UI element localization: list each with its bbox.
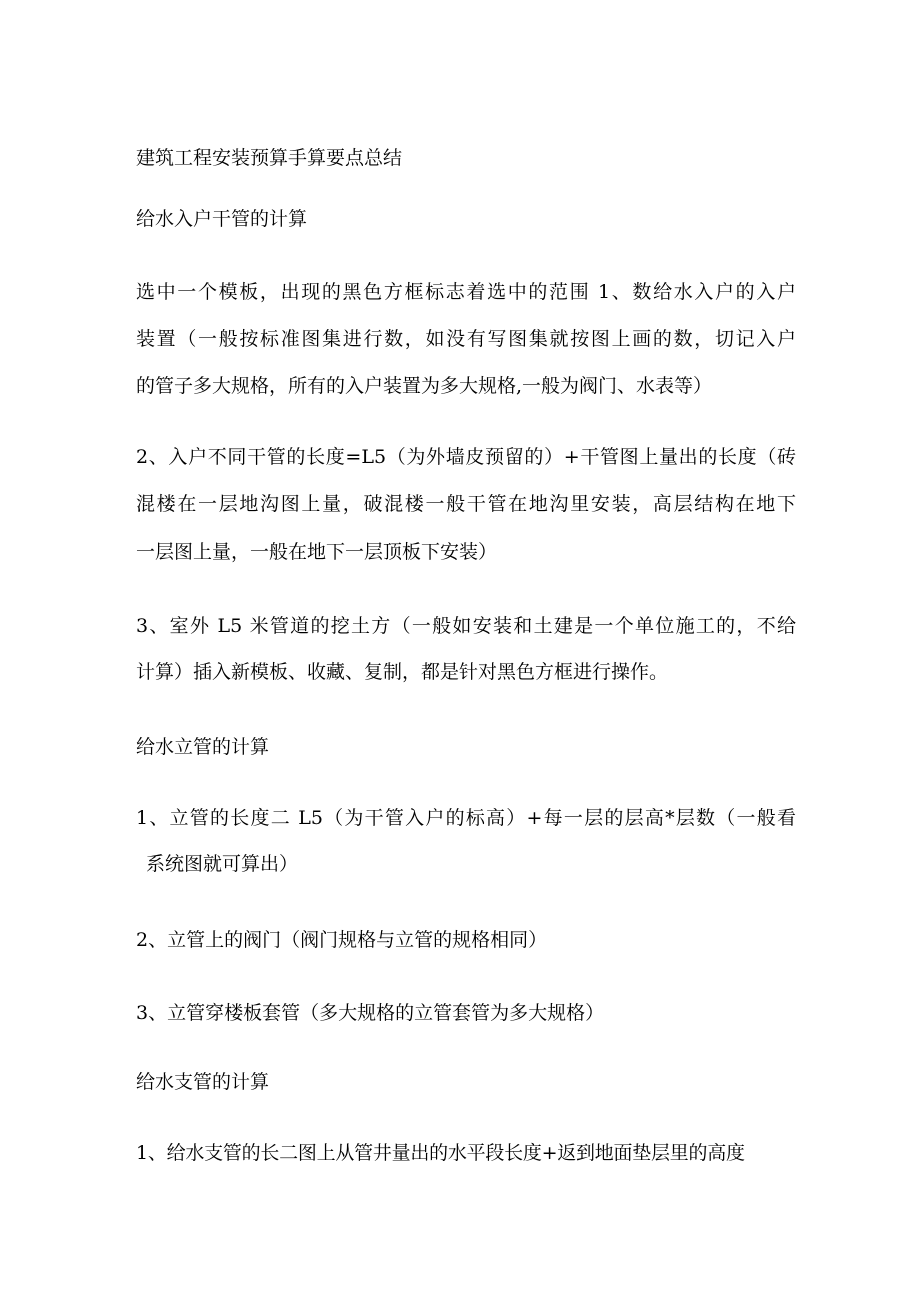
paragraph-line: 1、立管的长度二 L5（为干管入户的标高）+每一层的层高*层数（一般看 — [136, 807, 796, 829]
paragraph-line: 3、室外 L5 米管道的挖土方（一般如安装和土建是一个单位施工的，不给 — [136, 615, 796, 637]
paragraph-line: 系统图就可算出） — [146, 853, 299, 875]
section-heading: 给水立管的计算 — [136, 736, 270, 758]
paragraph-line: 1、给水支管的长二图上从管井量出的水平段长度+返到地面垫层里的高度 — [136, 1142, 745, 1164]
paragraph-line: 混楼在一层地沟图上量，破混楼一般干管在地沟里安装，高层结构在地下 — [136, 493, 796, 515]
paragraph-line: 2、立管上的阀门（阀门规格与立管的规格相同） — [136, 929, 548, 951]
paragraph-line: 的管子多大规格，所有的入户装置为多大规格,一般为阀门、水表等） — [136, 375, 713, 397]
section-heading: 给水支管的计算 — [136, 1071, 270, 1093]
paragraph-line: 计算）插入新模板、收藏、复制，都是针对黑色方框进行操作。 — [136, 661, 669, 683]
document-title: 建筑工程安装预算手算要点总结 — [136, 147, 403, 169]
paragraph-line: 选中一个模板，出现的黑色方框标志着选中的范围 1、数给水入户的入户 — [136, 281, 796, 303]
section-heading: 给水入户干管的计算 — [136, 208, 308, 230]
paragraph-line: 一层图上量，一般在地下一层顶板下安装） — [136, 541, 498, 563]
paragraph-line: 2、入户不同干管的长度=L5（为外墙皮预留的）+干管图上量出的长度（砖 — [136, 446, 796, 468]
paragraph-line: 3、立管穿楼板套管（多大规格的立管套管为多大规格） — [136, 1002, 605, 1024]
paragraph-line: 装置（一般按标准图集进行数，如没有写图集就按图上画的数，切记入户 — [136, 328, 796, 350]
